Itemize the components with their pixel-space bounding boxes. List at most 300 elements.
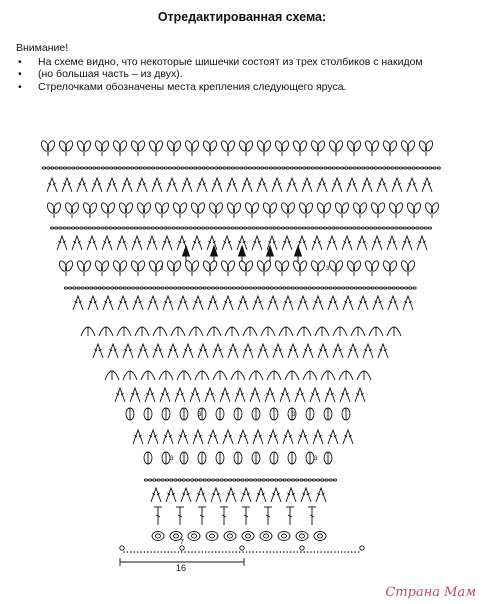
- double-crochet-pair: [417, 236, 427, 250]
- double-crochet-pair: [347, 178, 357, 192]
- puff-stitch: [310, 260, 320, 273]
- chain-stitch: [370, 227, 373, 229]
- chain-stitch: [329, 287, 332, 289]
- chain-stitch: [93, 167, 96, 169]
- double-crochet-pair: [378, 344, 388, 358]
- notes-heading: Внимание!: [16, 42, 69, 54]
- double-crochet-pair: [267, 236, 277, 250]
- chain-stitch: [182, 287, 185, 289]
- chain-stitch: [186, 479, 189, 481]
- double-crochet-pair: [238, 296, 248, 310]
- chart-row-7: [58, 260, 416, 276]
- double-crochet-pair: [205, 388, 215, 402]
- double-crochet-pair: [162, 236, 172, 250]
- note-item-1: • На схеме видно, что некоторые шишечки состоят из трех столбиков с накидом: [16, 56, 476, 69]
- puff-stitch: [370, 202, 380, 215]
- chain-stitch: [199, 287, 202, 289]
- double-crochet-pair: [303, 344, 313, 358]
- chain-stitch: [371, 287, 374, 289]
- picot-labels: [160, 266, 330, 462]
- double-crochet-pair: [148, 296, 158, 310]
- chain-stitch: [89, 167, 92, 169]
- chain-stitch: [291, 479, 294, 481]
- chain-stitch: [399, 167, 402, 169]
- ring-motif: [224, 532, 236, 541]
- chain-stitch: [300, 479, 303, 481]
- double-crochet-pair: [193, 296, 203, 310]
- puff-stitch: [100, 202, 110, 215]
- chain-stitch: [224, 479, 227, 481]
- ring-motif: [188, 532, 200, 541]
- chain-stitch: [366, 167, 369, 169]
- double-crochet-pair: [387, 236, 397, 250]
- chain-stitch: [206, 227, 209, 229]
- chain-stitch: [391, 167, 394, 169]
- double-crochet-pair: [103, 296, 113, 310]
- chart-row-14: [126, 408, 350, 420]
- double-crochet-pair: [220, 388, 230, 402]
- chain-stitch: [316, 287, 319, 289]
- chain-stitch: [101, 227, 104, 229]
- chain-stitch: [296, 479, 299, 481]
- double-crochet-pair: [362, 178, 372, 192]
- chain-stitch: [214, 227, 217, 229]
- puff-stitch: [352, 202, 362, 215]
- chain-stitch: [274, 287, 277, 289]
- chain-stitch: [425, 167, 428, 169]
- double-crochet-pair: [268, 430, 278, 444]
- chain-stitch: [396, 287, 399, 289]
- chain-stitch: [227, 167, 230, 169]
- chain-stitch: [299, 167, 302, 169]
- chain-stitch: [185, 227, 188, 229]
- double-crochet-pair: [93, 344, 103, 358]
- chart-row-4: [46, 202, 440, 218]
- chain-stitch: [416, 167, 419, 169]
- double-crochet-pair: [272, 178, 282, 192]
- double-crochet-pair: [223, 430, 233, 444]
- attachment-arrows: [183, 246, 302, 262]
- double-crochet-pair: [392, 178, 402, 192]
- chain-stitch: [236, 167, 239, 169]
- chain-stitch: [176, 227, 179, 229]
- chain-stitch: [260, 227, 263, 229]
- double-crochet-pair: [211, 488, 221, 502]
- chain-stitch: [342, 287, 345, 289]
- double-crochet-pair: [73, 296, 83, 310]
- picot-label: 3: [314, 456, 318, 462]
- chain-stitch: [286, 227, 289, 229]
- chart-row-5: [50, 227, 431, 229]
- puff-stitch: [292, 140, 302, 153]
- chain-stitch: [245, 479, 248, 481]
- double-crochet-pair: [242, 178, 252, 192]
- chain-stitch: [358, 287, 361, 289]
- double-crochet-pair: [133, 296, 143, 310]
- puff-stitch: [172, 202, 182, 215]
- chain-stitch: [265, 227, 268, 229]
- chain-stitch: [178, 287, 181, 289]
- ring-motif: [206, 532, 218, 541]
- double-crochet-pair: [77, 178, 87, 192]
- picot-label: 3: [170, 456, 174, 462]
- double-crochet-pair: [193, 430, 203, 444]
- chain-stitch: [412, 227, 415, 229]
- chain-stitch: [323, 227, 326, 229]
- chain-stitch: [118, 167, 121, 169]
- chain-stitch: [202, 167, 205, 169]
- chain-stitch: [237, 287, 240, 289]
- notes-block: [16, 42, 476, 93]
- foundation-ring: [300, 546, 304, 550]
- double-crochet-pair: [152, 178, 162, 192]
- chain-stitch: [168, 167, 171, 169]
- double-crochet-pair: [222, 236, 232, 250]
- puff-stitch: [58, 260, 68, 273]
- chain-stitch: [336, 227, 339, 229]
- double-crochet-pair: [190, 388, 200, 402]
- double-crochet-pair: [313, 430, 323, 444]
- double-crochet-pair: [130, 388, 140, 402]
- chain-stitch: [76, 227, 79, 229]
- chain-stitch: [239, 227, 242, 229]
- chain-stitch: [269, 167, 272, 169]
- chain-stitch: [182, 479, 185, 481]
- ring-motif: [296, 532, 308, 541]
- chain-stitch: [134, 227, 137, 229]
- chain-stitch: [136, 287, 139, 289]
- chain-stitch: [270, 479, 273, 481]
- chain-stitch: [279, 287, 282, 289]
- double-crochet-pair: [243, 344, 253, 358]
- chain-stitch: [195, 479, 198, 481]
- chain-stitch: [153, 479, 156, 481]
- chain-stitch: [203, 479, 206, 481]
- ring-motif: [278, 532, 290, 541]
- chain-stitch: [178, 479, 181, 481]
- chain-stitch: [378, 167, 381, 169]
- foundation-ring: [180, 546, 184, 550]
- note-item-2: • (но большая часть – из двух).: [16, 68, 476, 81]
- puff-stitch: [40, 140, 50, 153]
- chain-stitch: [173, 167, 176, 169]
- chain-stitch: [110, 167, 113, 169]
- chain-stitch: [77, 287, 80, 289]
- chain-stitch: [126, 167, 129, 169]
- puff-stitch: [328, 260, 338, 273]
- chain-stitch: [165, 287, 168, 289]
- chain-stitch: [119, 287, 122, 289]
- chain-stitch: [68, 167, 71, 169]
- chain-stitch: [315, 227, 318, 229]
- chain-stitch: [147, 167, 150, 169]
- double-crochet-pair: [373, 296, 383, 310]
- double-crochet-pair: [372, 236, 382, 250]
- chain-stitch: [233, 479, 236, 481]
- double-crochet-pair: [138, 344, 148, 358]
- chain-stitch: [51, 167, 54, 169]
- chain-stitch: [193, 227, 196, 229]
- chart-row-13: [115, 388, 365, 402]
- double-crochet-pair: [286, 488, 296, 502]
- chain-stitch: [218, 227, 221, 229]
- chain-stitch: [249, 479, 252, 481]
- chain-stitch: [283, 479, 286, 481]
- chain-stitch: [64, 287, 67, 289]
- chain-stitch: [235, 227, 238, 229]
- chain-stitch: [428, 227, 431, 229]
- chain-stitch: [429, 167, 432, 169]
- chain-stitch: [258, 287, 261, 289]
- double-crochet-pair: [168, 344, 178, 358]
- chain-stitch: [210, 167, 213, 169]
- chain-stitch: [72, 167, 75, 169]
- chain-stitch: [211, 287, 214, 289]
- chain-stitch: [420, 167, 423, 169]
- chain-stitch: [303, 167, 306, 169]
- double-crochet-pair: [208, 430, 218, 444]
- chain-stitch: [132, 287, 135, 289]
- chain-stitch: [144, 287, 147, 289]
- chain-stitch: [275, 479, 278, 481]
- chain-stitch: [302, 227, 305, 229]
- chain-stitch: [353, 227, 356, 229]
- chain-stitch: [219, 167, 222, 169]
- chain-stitch: [409, 287, 412, 289]
- puff-stitch: [310, 140, 320, 153]
- chain-stitch: [270, 287, 273, 289]
- chain-stitch: [420, 227, 423, 229]
- chain-stitch: [307, 227, 310, 229]
- double-crochet-pair: [402, 236, 412, 250]
- puff-stitch: [388, 202, 398, 215]
- chain-stitch: [97, 167, 100, 169]
- chain-stitch: [186, 287, 189, 289]
- chain-stitch: [391, 227, 394, 229]
- chain-stitch: [191, 479, 194, 481]
- chain-stitch: [227, 227, 230, 229]
- chain-stitch: [407, 227, 410, 229]
- chart-row-8: [64, 287, 416, 289]
- chain-stitch: [130, 227, 133, 229]
- chain-stitch: [203, 287, 206, 289]
- chart-row-9: [73, 296, 413, 310]
- chain-stitch: [160, 227, 163, 229]
- chain-stitch: [123, 287, 126, 289]
- puff-stitch: [94, 140, 104, 153]
- chain-stitch: [424, 227, 427, 229]
- chain-stitch: [279, 479, 282, 481]
- double-crochet-pair: [228, 344, 238, 358]
- double-crochet-pair: [407, 178, 417, 192]
- puff-stitch: [76, 140, 86, 153]
- chain-stitch: [73, 287, 76, 289]
- puff-stitch: [136, 202, 146, 215]
- chain-stitch: [220, 479, 223, 481]
- double-crochet-pair: [226, 488, 236, 502]
- puff-stitch: [406, 202, 416, 215]
- double-crochet-pair: [298, 296, 308, 310]
- double-crochet-pair: [377, 178, 387, 192]
- chain-stitch: [245, 287, 248, 289]
- chain-stitch: [252, 227, 255, 229]
- chain-stitch: [387, 167, 390, 169]
- puff-stitch: [202, 140, 212, 153]
- puff-stitch: [280, 202, 290, 215]
- chain-stitch: [266, 287, 269, 289]
- repeat-dimension: [120, 558, 244, 573]
- chain-stitch: [198, 167, 201, 169]
- chain-stitch: [102, 287, 105, 289]
- chain-stitch: [156, 167, 159, 169]
- chart-row-10: [81, 327, 401, 336]
- chain-stitch: [319, 227, 322, 229]
- puff-stitch: [382, 260, 392, 273]
- double-crochet-pair: [133, 430, 143, 444]
- chain-stitch: [404, 167, 407, 169]
- double-crochet-pair: [253, 430, 263, 444]
- double-crochet-pair: [265, 388, 275, 402]
- chain-stitch: [241, 287, 244, 289]
- puff-stitch: [364, 140, 374, 153]
- chain-stitch: [177, 167, 180, 169]
- double-crochet-pair: [115, 388, 125, 402]
- double-crochet-pair: [238, 430, 248, 444]
- chain-stitch: [437, 167, 440, 169]
- chain-stitch: [392, 287, 395, 289]
- chain-stitch: [240, 167, 243, 169]
- chain-stitch: [249, 287, 252, 289]
- puff-stitch: [238, 140, 248, 153]
- chain-stitch: [113, 227, 116, 229]
- chain-stitch: [92, 227, 95, 229]
- chain-stitch: [140, 287, 143, 289]
- double-crochet-pair: [102, 236, 112, 250]
- chain-stitch: [127, 287, 130, 289]
- puff-stitch: [346, 140, 356, 153]
- page-title: Отредактированная схема:: [157, 10, 327, 24]
- double-crochet-pair: [163, 430, 173, 444]
- chain-stitch: [344, 227, 347, 229]
- chain-stitch: [111, 287, 114, 289]
- chain-stitch: [257, 167, 260, 169]
- double-crochet-pair: [47, 178, 57, 192]
- chain-stitch: [109, 227, 112, 229]
- foundation-ring: [360, 546, 364, 550]
- chart-row-11: [93, 344, 388, 358]
- chain-stitch: [232, 287, 235, 289]
- chain-stitch: [400, 287, 403, 289]
- double-crochet-pair: [153, 344, 163, 358]
- chain-stitch: [374, 167, 377, 169]
- chain-stitch: [308, 287, 311, 289]
- foundation-ring: [120, 546, 124, 550]
- chart-row-17: [144, 479, 336, 481]
- chain-stitch: [345, 167, 348, 169]
- double-crochet-pair: [273, 344, 283, 358]
- double-crochet-pair: [197, 178, 207, 192]
- chain-stitch: [277, 227, 280, 229]
- double-crochet-pair: [182, 178, 192, 192]
- chain-stitch: [350, 287, 353, 289]
- chain-stitch: [412, 167, 415, 169]
- double-crochet-pair: [313, 296, 323, 310]
- chain-stitch: [63, 227, 66, 229]
- chain-stitch: [228, 287, 231, 289]
- chain-stitch: [216, 287, 219, 289]
- chain-stitch: [337, 287, 340, 289]
- puff-stitch: [274, 140, 284, 153]
- chain-stitch: [294, 167, 297, 169]
- chain-stitch: [174, 287, 177, 289]
- chain-stitch: [386, 227, 389, 229]
- chain-stitch: [395, 167, 398, 169]
- double-crochet-pair: [310, 388, 320, 402]
- double-crochet-pair: [208, 296, 218, 310]
- chain-stitch: [195, 287, 198, 289]
- chain-stitch: [254, 479, 257, 481]
- chain-stitch: [84, 167, 87, 169]
- chain-stitch: [353, 167, 356, 169]
- chain-stitch: [315, 167, 318, 169]
- puff-stitch: [256, 140, 266, 153]
- puff-stitch: [220, 260, 230, 273]
- double-crochet-pair: [403, 296, 413, 310]
- double-crochet-pair: [363, 344, 373, 358]
- chain-stitch: [312, 479, 315, 481]
- chain-stitch: [325, 287, 328, 289]
- double-crochet-pair: [183, 344, 193, 358]
- double-crochet-pair: [212, 178, 222, 192]
- puff-stitch: [238, 260, 248, 273]
- double-crochet-pair: [147, 236, 157, 250]
- chain-stitch: [321, 479, 324, 481]
- chart-row-1: [40, 140, 434, 156]
- chain-stitch: [172, 227, 175, 229]
- chain-stitch: [69, 287, 72, 289]
- chain-stitch: [379, 287, 382, 289]
- puff-stitch: [208, 202, 218, 215]
- chain-stitch: [290, 227, 293, 229]
- chain-stitch: [416, 227, 419, 229]
- chain-stitch: [169, 287, 172, 289]
- chain-stitch: [105, 167, 108, 169]
- double-crochet-pair: [358, 296, 368, 310]
- chain-stitch: [114, 167, 117, 169]
- double-crochet-pair: [160, 388, 170, 402]
- puff-stitch: [316, 202, 326, 215]
- puff-stitch: [130, 260, 140, 273]
- chain-stitch: [399, 227, 402, 229]
- chain-stitch: [170, 479, 173, 481]
- chain-stitch: [256, 227, 259, 229]
- chain-stitch: [300, 287, 303, 289]
- puff-stitch: [94, 260, 104, 273]
- double-crochet-pair: [107, 178, 117, 192]
- chain-stitch: [311, 167, 314, 169]
- chain-stitch: [433, 167, 436, 169]
- double-crochet-pair: [118, 296, 128, 310]
- chain-stitch: [212, 479, 215, 481]
- double-crochet-pair: [318, 344, 328, 358]
- double-crochet-pair: [151, 488, 161, 502]
- chain-stitch: [253, 287, 256, 289]
- puff-stitch: [130, 140, 140, 153]
- double-crochet-pair: [196, 488, 206, 502]
- puff-stitch: [274, 260, 284, 273]
- chain-stitch: [139, 227, 142, 229]
- chain-stitch: [190, 287, 193, 289]
